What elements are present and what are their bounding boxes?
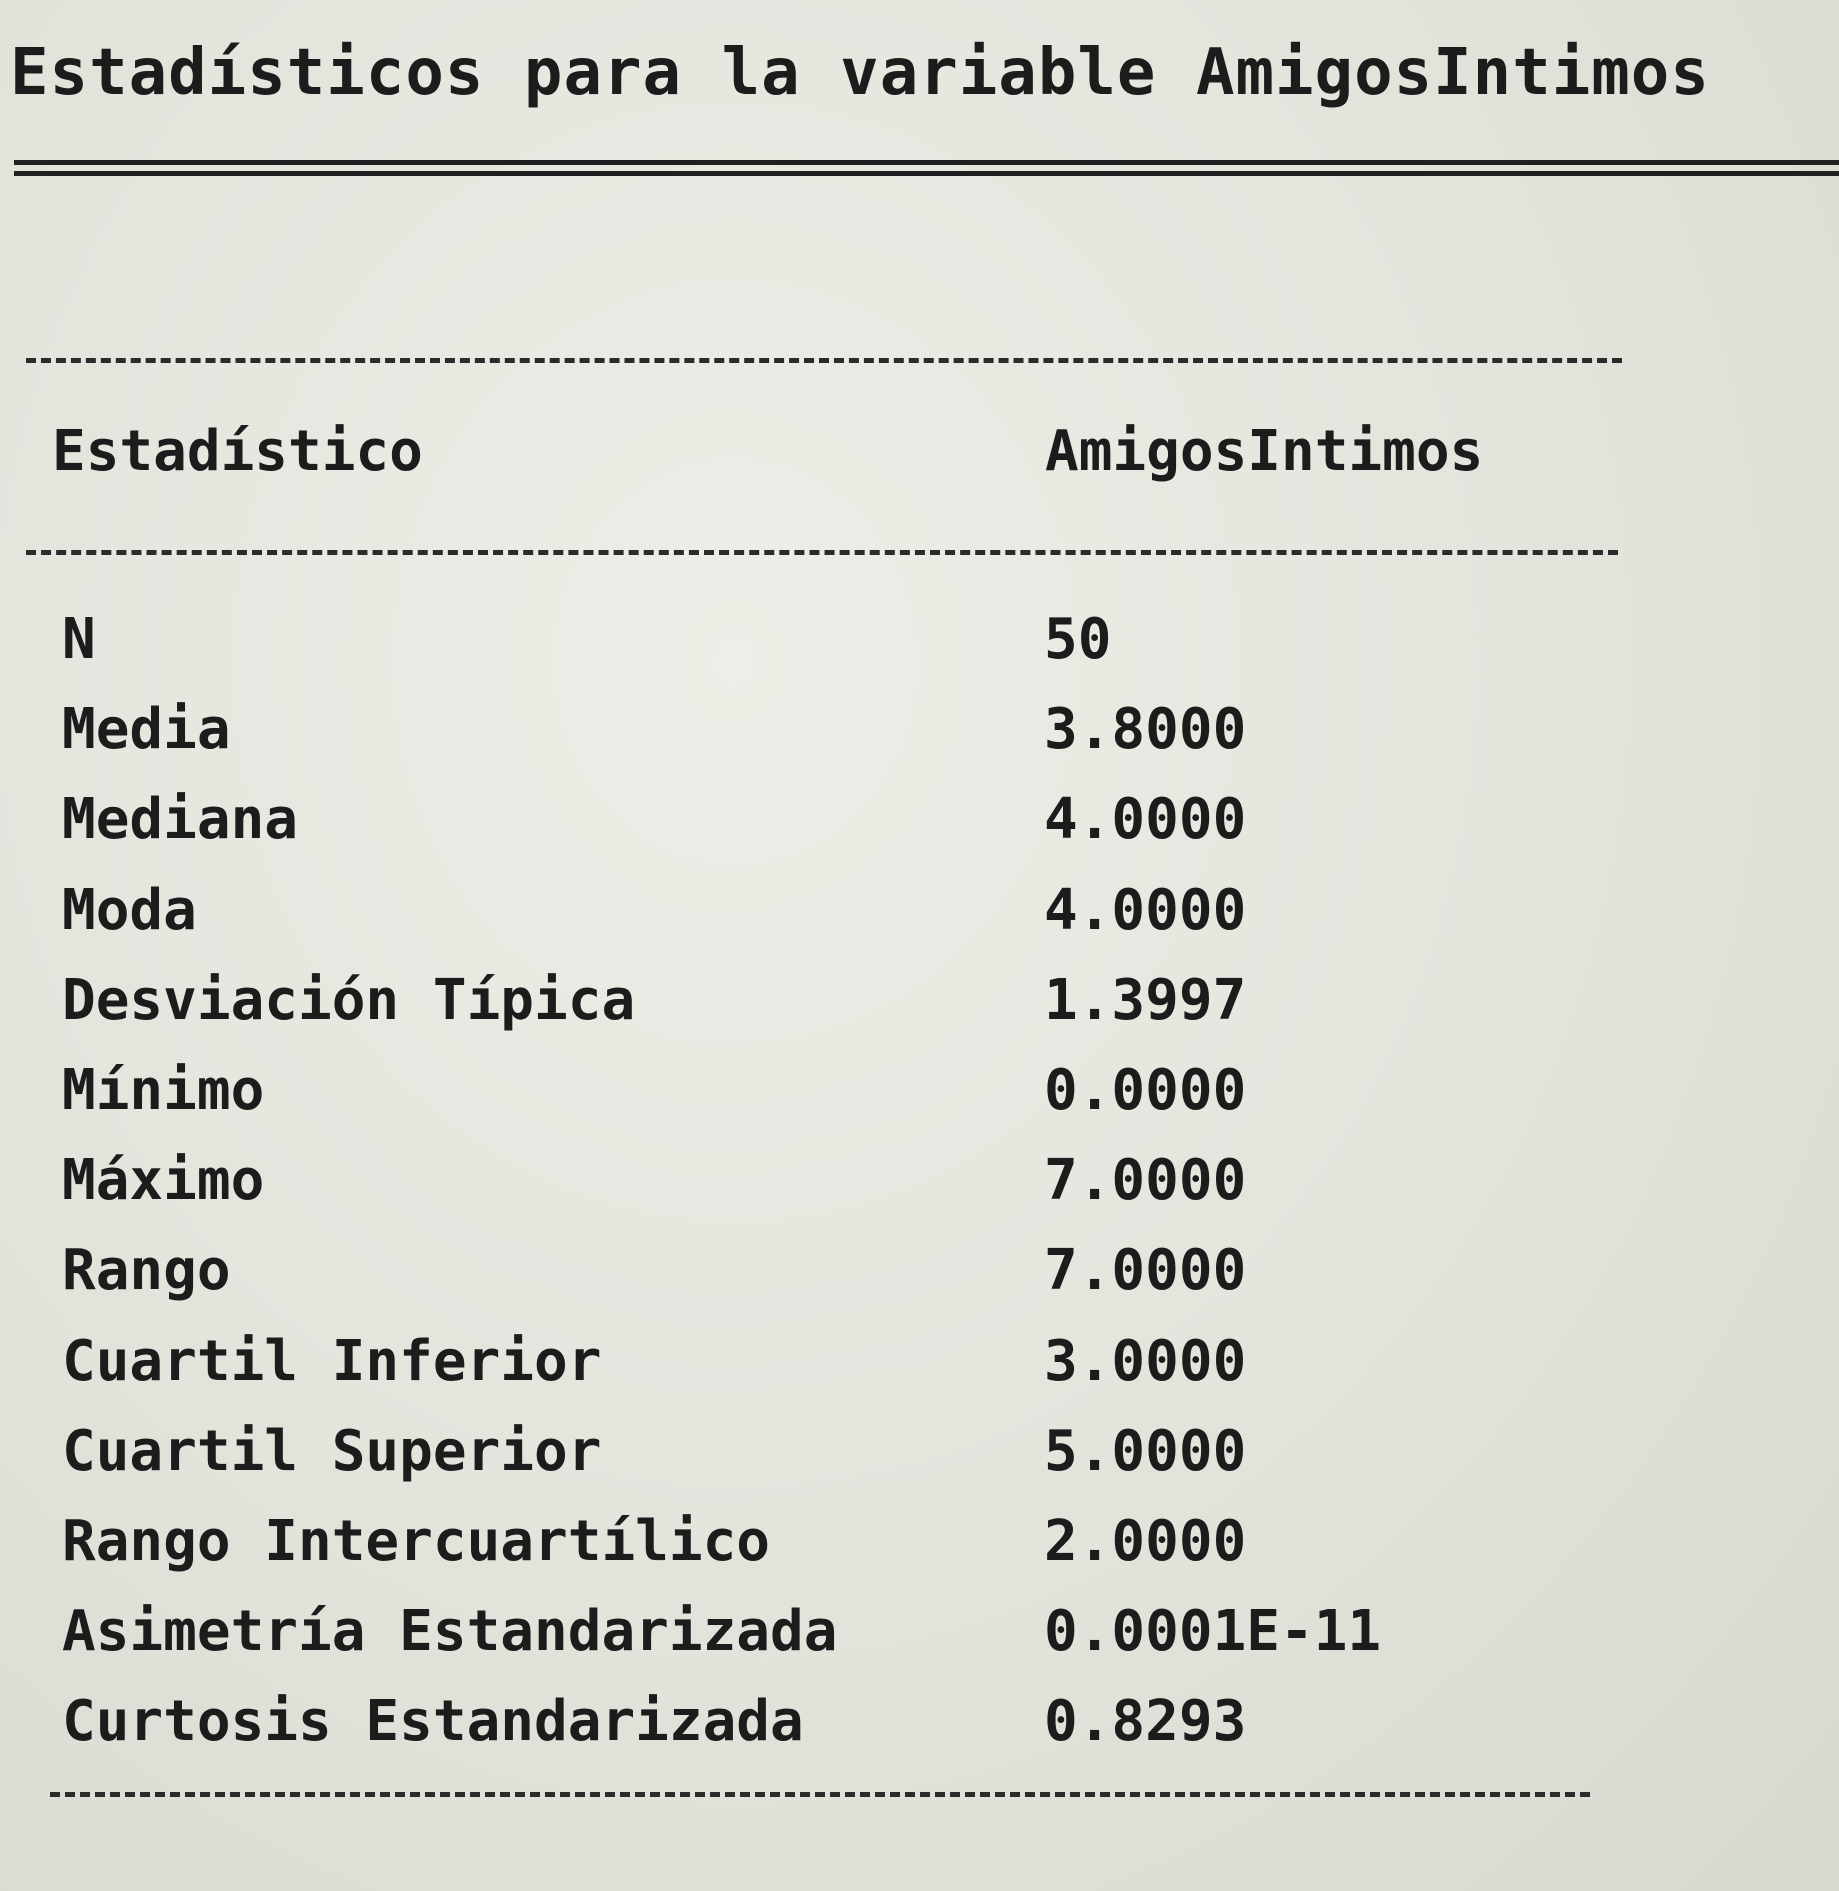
stat-label: Media: [62, 697, 231, 763]
stat-label: Rango Intercuartílico: [62, 1508, 771, 1574]
table-row: [56, 1231, 1556, 1321]
table-row: [56, 780, 1556, 870]
table-bottom-dashed-rule: [50, 1792, 1590, 1797]
header-statistic-label: Estadístico: [52, 419, 423, 484]
stat-label: Asimetría Estandarizada: [62, 1599, 838, 1665]
output-title: Estadísticos para la variable AmigosIntimos: [10, 36, 1710, 110]
stat-value: 50: [1044, 607, 1112, 672]
stat-value: 4.0000: [1044, 877, 1247, 943]
stat-value: 5.0000: [1044, 1418, 1247, 1484]
stat-label: Máximo: [62, 1148, 265, 1214]
table-top-dashed-rule: [26, 358, 1622, 363]
stat-label: Cuartil Superior: [62, 1418, 602, 1484]
stat-label: N: [62, 607, 96, 672]
stat-value: 0.0000: [1044, 1057, 1247, 1123]
stat-label: Rango: [62, 1238, 231, 1304]
stat-value: 3.8000: [1044, 697, 1247, 763]
stat-label: Mínimo: [62, 1057, 265, 1123]
stat-value: 1.3997: [1044, 967, 1247, 1033]
stat-value: 4.0000: [1044, 787, 1247, 853]
stat-label: Desviación Típica: [62, 967, 636, 1033]
stat-label: Mediana: [62, 787, 299, 853]
table-row: [56, 1141, 1556, 1231]
table-row: [56, 961, 1556, 1051]
table-row: [56, 1682, 1556, 1772]
table-header-dashed-rule: [26, 550, 1618, 555]
stat-value: 0.0001E-11: [1044, 1599, 1382, 1665]
table-row: [56, 690, 1556, 780]
table-row: [56, 1412, 1556, 1502]
stat-value: 0.8293: [1044, 1689, 1247, 1755]
table-row: [56, 1322, 1556, 1412]
table-row: [56, 871, 1556, 961]
table-header-row: [52, 412, 1652, 492]
title-double-rule: [14, 160, 1839, 176]
statistics-table: [56, 600, 1556, 1772]
stat-value: 7.0000: [1044, 1238, 1247, 1304]
stat-label: Moda: [62, 877, 197, 943]
stat-value: 3.0000: [1044, 1328, 1247, 1394]
stat-value: 7.0000: [1044, 1148, 1247, 1214]
table-row: [56, 600, 1556, 690]
stat-value: 2.0000: [1044, 1508, 1247, 1574]
stat-label: Cuartil Inferior: [62, 1328, 602, 1394]
header-variable-label: AmigosIntimos: [1045, 419, 1484, 484]
table-row: [56, 1051, 1556, 1141]
table-row: [56, 1502, 1556, 1592]
stat-label: Curtosis Estandarizada: [62, 1689, 804, 1755]
table-row: [56, 1592, 1556, 1682]
